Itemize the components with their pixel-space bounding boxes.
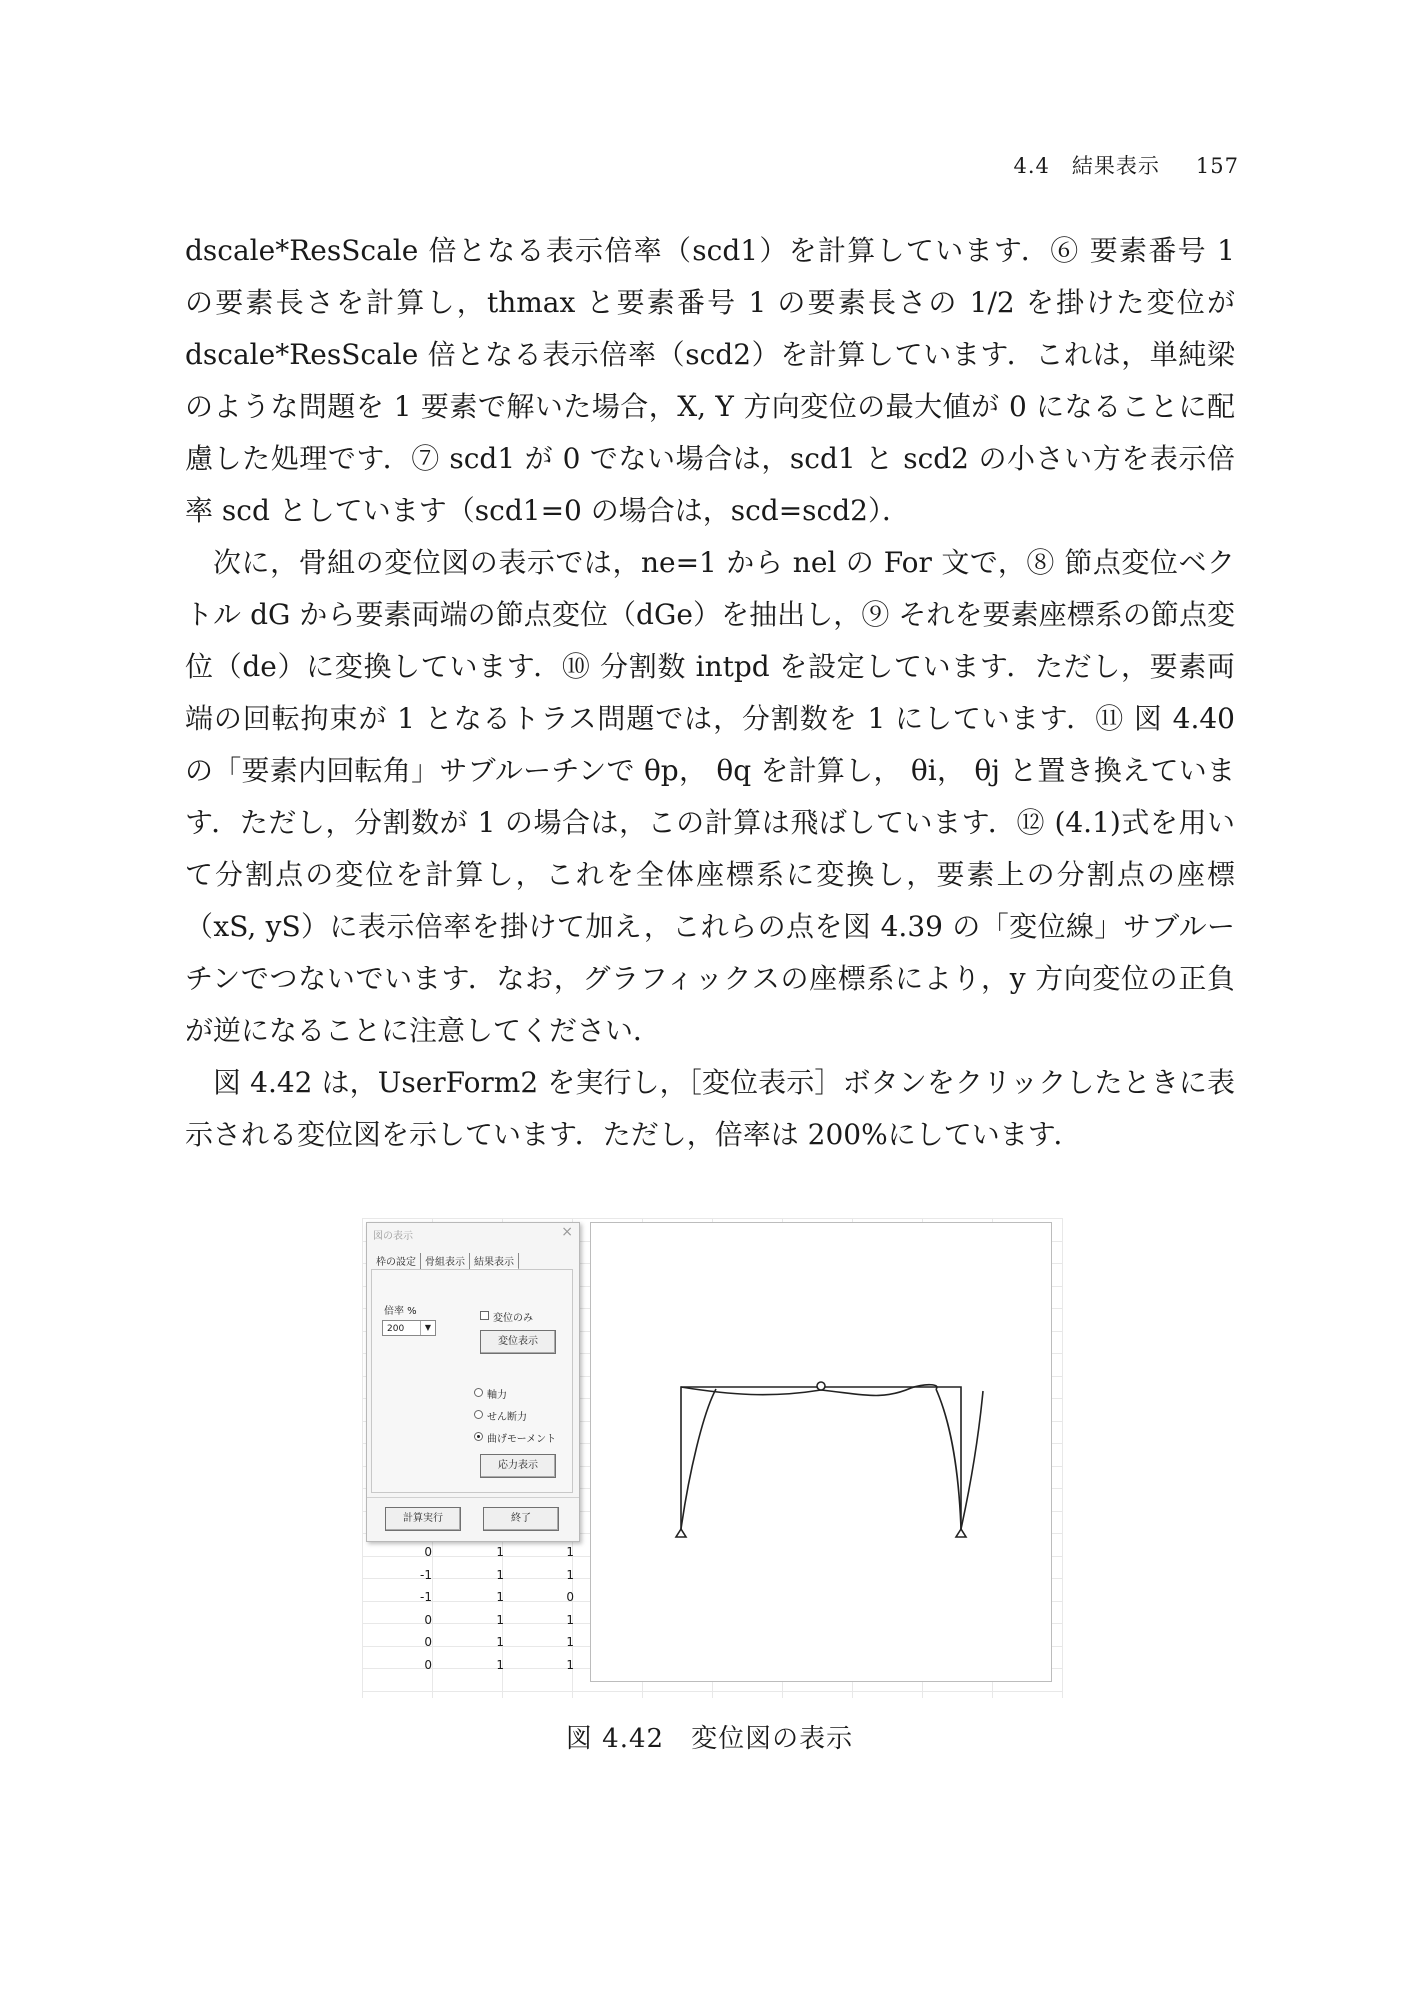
- cell[interactable]: 1: [496, 1567, 504, 1582]
- result-tab-panel: [371, 1269, 573, 1493]
- paragraph-3: 図 4.42 は，UserForm2 を実行し，［変位表示］ボタンをクリックしたときに表示される変位図を示しています．ただし，倍率は 200%にしています．: [185, 1066, 1235, 1151]
- cell[interactable]: 1: [566, 1612, 574, 1627]
- footer-divider: [367, 1497, 579, 1498]
- radio-shear[interactable]: [474, 1410, 483, 1419]
- right-support-icon: [956, 1529, 966, 1537]
- table-row: [366, 1632, 578, 1655]
- cell[interactable]: 1: [496, 1590, 504, 1604]
- calculate-button[interactable]: 計算実行: [385, 1507, 461, 1531]
- scale-label: 倍率 %: [384, 1306, 417, 1317]
- cell[interactable]: 1: [496, 1545, 504, 1559]
- cell[interactable]: 0: [424, 1612, 432, 1627]
- chevron-down-icon[interactable]: ▼: [420, 1321, 435, 1335]
- exit-button[interactable]: 終了: [483, 1507, 559, 1531]
- gridline: [362, 1218, 363, 1698]
- table-row: [366, 1655, 578, 1678]
- table-row: [366, 1587, 578, 1610]
- cell[interactable]: 1: [566, 1635, 574, 1649]
- deformed-left-column: [681, 1389, 716, 1529]
- cell[interactable]: 1: [566, 1545, 574, 1559]
- left-support-icon: [676, 1529, 686, 1537]
- cell[interactable]: 1: [496, 1635, 504, 1649]
- radio-moment[interactable]: [474, 1432, 483, 1441]
- cell[interactable]: 0: [424, 1657, 432, 1672]
- table-row: [366, 1542, 578, 1565]
- spreadsheet-cells: [366, 1542, 578, 1677]
- cell[interactable]: 1: [496, 1612, 504, 1627]
- table-row: [366, 1565, 578, 1588]
- scale-value: 200: [387, 1324, 405, 1334]
- show-stress-button[interactable]: 応力表示: [480, 1454, 556, 1478]
- tab-structure-display[interactable]: 骨組表示: [421, 1253, 470, 1270]
- table-row: [366, 1610, 578, 1633]
- deformed-right-column: [936, 1389, 961, 1529]
- radio-moment-label: 曲げモーメント: [487, 1434, 557, 1445]
- displacement-diagram: [591, 1223, 1051, 1681]
- figure-caption: 図 4.42 変位図の表示: [565, 1724, 854, 1754]
- show-displacement-button[interactable]: 変位表示: [480, 1330, 556, 1354]
- tab-result-display[interactable]: 結果表示: [470, 1253, 519, 1270]
- section-title: 4.4 結果表示: [1013, 154, 1160, 178]
- paragraph-1: dscale*ResScale 倍となる表示倍率（scd1）を計算しています．⑥ 要素番号 1 の要素長さを計算し，thmax と要素番号 1 の要素長さの 1/2 を掛けた変位が dscale*ResScale 倍となる表示倍率（scd2）を計算しています．これは，単純梁のような問題を 1 要素で解いた場合，X, Y 方向変位の最大値が 0 になることに配慮した処理です．⑦ scd1 が 0 でない場合は，scd1 と scd2 の小さい方を表示倍率 scd としています（scd1=0 の場合は，scd=scd2）．: [185, 234, 1235, 527]
- figure-4-42: [362, 1218, 1062, 1698]
- close-icon[interactable]: ×: [561, 1224, 573, 1240]
- page-number: 157: [1195, 154, 1239, 178]
- display-dialog: [366, 1222, 580, 1542]
- paragraph-2: 次に，骨組の変位図の表示では，ne=1 から nel の For 文で，⑧ 節点変位ベクトル dG から要素両端の節点変位（dGe）を抽出し，⑨ それを要素座標系の節点変位（de）に変換しています．⑩ 分割数 intpd を設定しています．ただし，要素両端の回転拘束が 1 となるトラス問題では，分割数を 1 にしています．⑪ 図 4.40 の「要素内回転角」サブルーチンで θp， θq を計算し， θi， θj と置き換えています．ただし，分割数が 1 の場合は，この計算は飛ばしています．⑫ (4.1)式を用いて分割点の変位を計算し，これを全体座標系に変換し，要素上の分割点の座標（xS, yS）に表示倍率を掛けて加え，これらの点を図 4.39 の「変位線」サブルーチンでつないでいます．なお，グラフィックスの座標系により，y 方向変位の正負が逆になることに注意してください．: [185, 546, 1235, 1047]
- cell[interactable]: -1: [420, 1567, 432, 1582]
- hinge-icon: [817, 1382, 825, 1390]
- radio-shear-label: せん断力: [487, 1412, 527, 1423]
- undeformed-frame: [681, 1387, 961, 1529]
- radio-axial[interactable]: [474, 1388, 483, 1397]
- disp-only-checkbox[interactable]: [480, 1311, 489, 1320]
- dialog-title: 図の表示: [373, 1231, 413, 1242]
- tab-frame-settings[interactable]: 枠の設定: [372, 1253, 421, 1270]
- cell[interactable]: 0: [424, 1635, 432, 1649]
- cell[interactable]: 1: [566, 1657, 574, 1672]
- cell[interactable]: 0: [424, 1545, 432, 1559]
- cell[interactable]: -1: [420, 1590, 432, 1604]
- displacement-plot-area: [590, 1222, 1052, 1682]
- cell[interactable]: 0: [566, 1590, 574, 1604]
- running-header: [1014, 150, 1240, 180]
- tab-bar: [372, 1253, 519, 1270]
- cell[interactable]: 1: [566, 1567, 574, 1582]
- deformed-right-column-outer: [961, 1391, 983, 1529]
- scale-select[interactable]: [382, 1320, 436, 1336]
- radio-axial-label: 軸力: [487, 1390, 507, 1401]
- cell[interactable]: 1: [496, 1657, 504, 1672]
- gridline: [1062, 1218, 1063, 1698]
- disp-only-label: 変位のみ: [493, 1313, 533, 1324]
- body-text: [185, 225, 1235, 1161]
